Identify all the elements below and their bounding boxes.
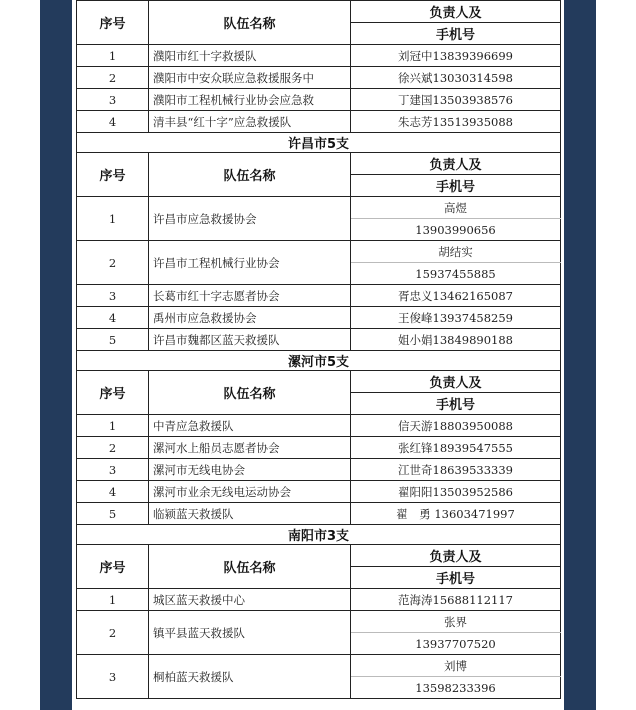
row-num: 3 [77, 655, 149, 699]
row-person: 江世奇18639533339 [351, 459, 561, 481]
row-team-name: 濮阳市工程机械行业协会应急救 [149, 89, 351, 111]
row-person: 丁建国13503938576 [351, 89, 561, 111]
row-team-name: 漯河市无线电协会 [149, 459, 351, 481]
header-name: 队伍名称 [149, 545, 351, 589]
section-title: 许昌市5支 [77, 133, 561, 153]
row-team-name: 长葛市红十字志愿者协会 [149, 285, 351, 307]
row-team-name: 桐柏蓝天救援队 [149, 655, 351, 699]
row-person-phone: 13903990656 [351, 219, 561, 241]
table-row [77, 329, 561, 351]
row-num: 1 [77, 415, 149, 437]
table-row [77, 437, 561, 459]
table-row [77, 285, 561, 307]
row-person: 朱志芳13513935088 [351, 111, 561, 133]
row-person: 范海涛15688112117 [351, 589, 561, 611]
row-person-phone: 15937455885 [351, 263, 561, 285]
row-person-phone: 13937707520 [351, 633, 561, 655]
row-num: 2 [77, 241, 149, 285]
row-person: 翟 勇 13603471997 [351, 503, 561, 525]
header-person-bottom: 手机号 [351, 567, 561, 589]
table-row [77, 481, 561, 503]
row-num: 2 [77, 437, 149, 459]
table-row [77, 589, 561, 611]
header-num: 序号 [77, 153, 149, 197]
section-title: 漯河市5支 [77, 351, 561, 371]
row-team-name: 禹州市应急救援协会 [149, 307, 351, 329]
header-person-bottom: 手机号 [351, 393, 561, 415]
row-num: 1 [77, 197, 149, 241]
row-team-name: 许昌市应急救援协会 [149, 197, 351, 241]
rescue-team-table [76, 0, 561, 699]
header-person-top: 负责人及 [351, 1, 561, 23]
row-num: 5 [77, 329, 149, 351]
row-person-name: 胡结实 [351, 241, 561, 263]
table-row [77, 111, 561, 133]
row-num: 3 [77, 89, 149, 111]
section-title: 南阳市3支 [77, 525, 561, 545]
header-name: 队伍名称 [149, 371, 351, 415]
row-person: 王俊峰13937458259 [351, 307, 561, 329]
row-num: 3 [77, 459, 149, 481]
table-row [77, 307, 561, 329]
table-row [77, 415, 561, 437]
table-row [77, 655, 561, 677]
table-row [77, 89, 561, 111]
row-person: 姐小娟13849890188 [351, 329, 561, 351]
row-team-name: 漯河水上船员志愿者协会 [149, 437, 351, 459]
row-team-name: 许昌市魏都区蓝天救援队 [149, 329, 351, 351]
row-person-phone: 13598233396 [351, 677, 561, 699]
row-team-name: 濮阳市中安众联应急救援服务中 [149, 67, 351, 89]
row-person: 翟阳阳13503952586 [351, 481, 561, 503]
header-person-bottom: 手机号 [351, 23, 561, 45]
document-page [72, 0, 564, 710]
row-num: 3 [77, 285, 149, 307]
row-person: 信天游18803950088 [351, 415, 561, 437]
row-person: 徐兴斌13030314598 [351, 67, 561, 89]
row-num: 1 [77, 45, 149, 67]
header-person-top: 负责人及 [351, 545, 561, 567]
row-num: 4 [77, 307, 149, 329]
header-num: 序号 [77, 1, 149, 45]
row-num: 2 [77, 67, 149, 89]
table-row [77, 197, 561, 219]
row-num: 4 [77, 111, 149, 133]
row-team-name: 濮阳市红十字救援队 [149, 45, 351, 67]
table-row [77, 503, 561, 525]
header-name: 队伍名称 [149, 153, 351, 197]
row-person-name: 高煜 [351, 197, 561, 219]
header-person-top: 负责人及 [351, 153, 561, 175]
header-person-top: 负责人及 [351, 371, 561, 393]
row-team-name: 城区蓝天救援中心 [149, 589, 351, 611]
row-team-name: 镇平县蓝天救援队 [149, 611, 351, 655]
row-team-name: 清丰县“红十字”应急救援队 [149, 111, 351, 133]
row-num: 1 [77, 589, 149, 611]
row-team-name: 漯河市业余无线电运动协会 [149, 481, 351, 503]
table-row [77, 45, 561, 67]
row-team-name: 临颍蓝天救援队 [149, 503, 351, 525]
table-row [77, 459, 561, 481]
row-person: 张红锋18939547555 [351, 437, 561, 459]
table-row [77, 241, 561, 263]
header-num: 序号 [77, 545, 149, 589]
row-num: 4 [77, 481, 149, 503]
row-person: 刘冠中13839396699 [351, 45, 561, 67]
row-person: 胥忠义13462165087 [351, 285, 561, 307]
header-num: 序号 [77, 371, 149, 415]
row-team-name: 许昌市工程机械行业协会 [149, 241, 351, 285]
header-person-bottom: 手机号 [351, 175, 561, 197]
header-name: 队伍名称 [149, 1, 351, 45]
row-person-name: 张界 [351, 611, 561, 633]
table-row [77, 67, 561, 89]
row-team-name: 中青应急救援队 [149, 415, 351, 437]
row-person-name: 刘博 [351, 655, 561, 677]
row-num: 2 [77, 611, 149, 655]
table-row [77, 611, 561, 633]
row-num: 5 [77, 503, 149, 525]
